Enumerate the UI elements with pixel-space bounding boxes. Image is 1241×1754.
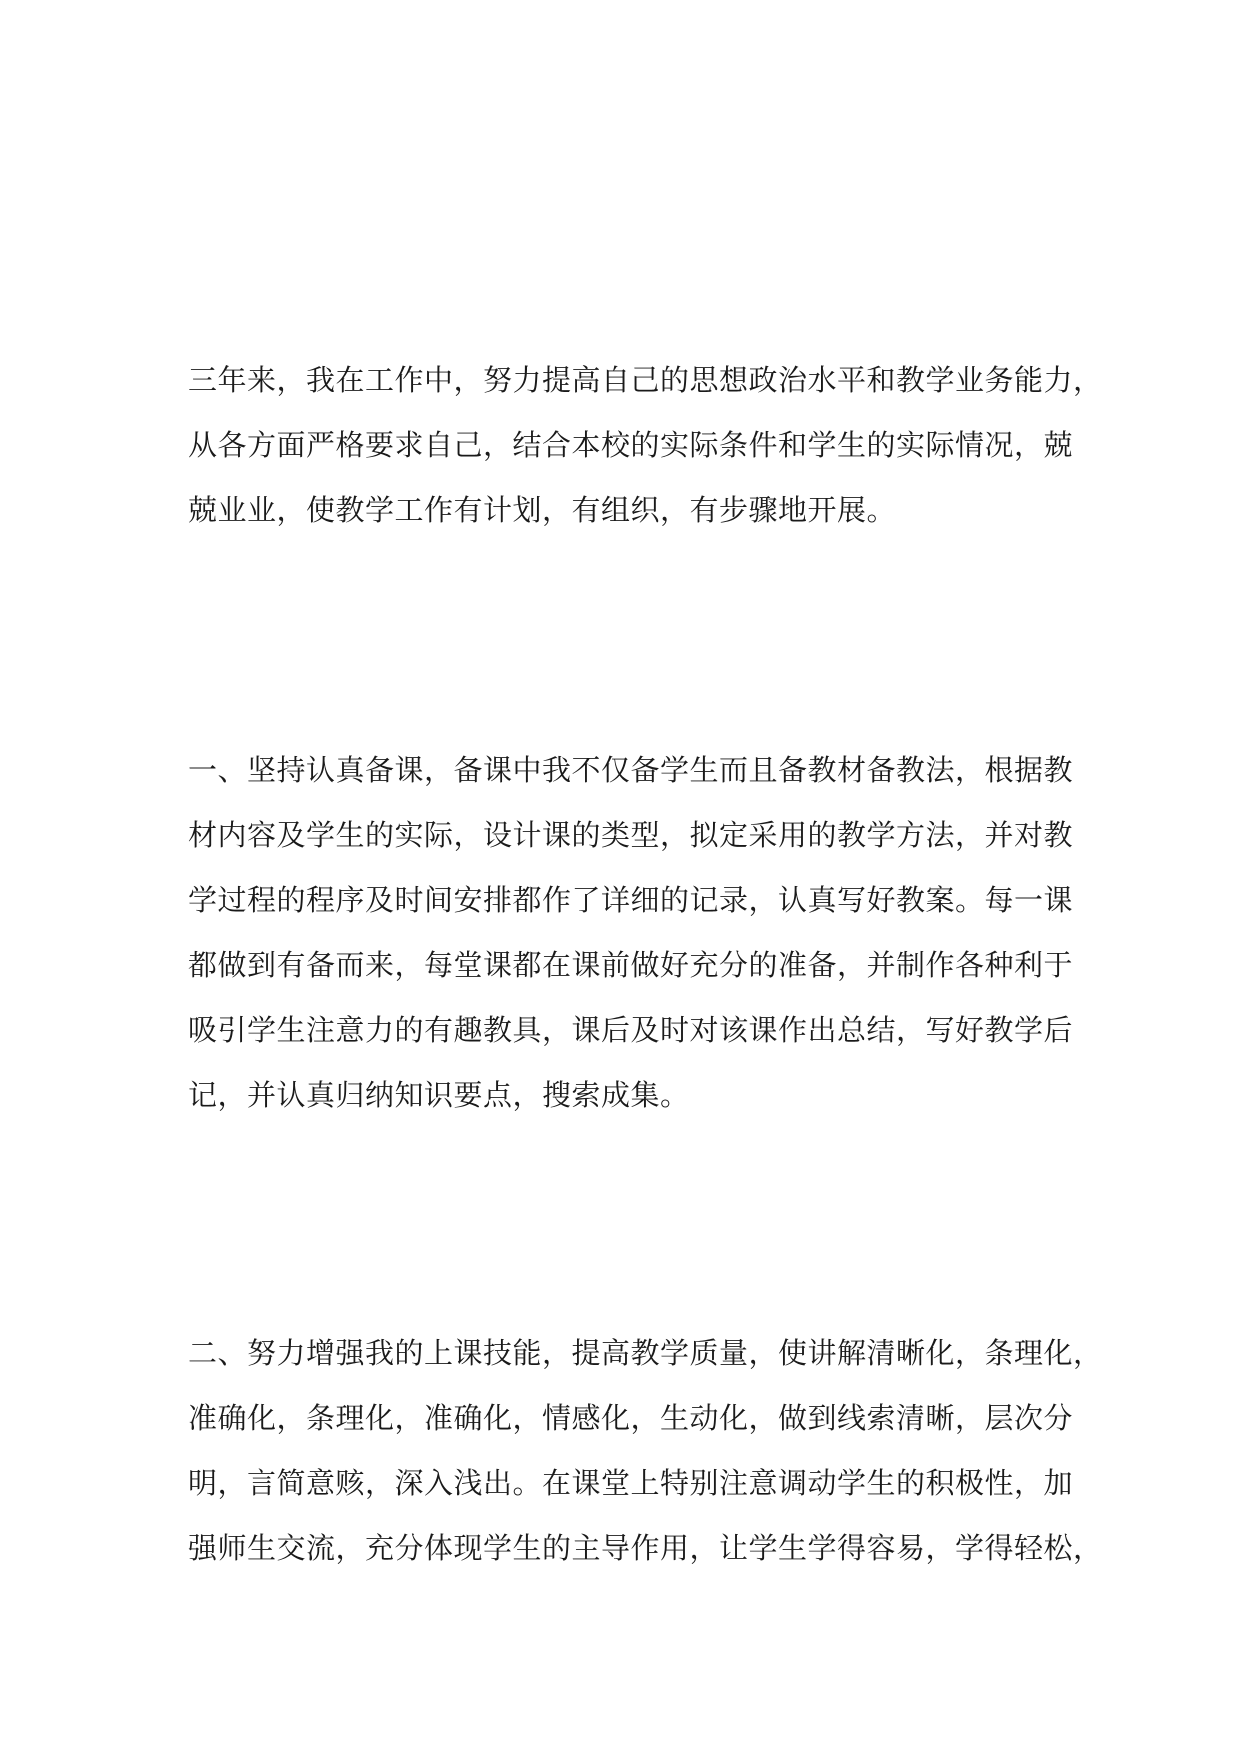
text-line: 学过程的程序及时间安排都作了详细的记录，认真写好教案。每一课 xyxy=(188,883,1074,917)
text-line: 明，言简意赅，深入浅出。在课堂上特别注意调动学生的积极性，加 xyxy=(188,1466,1074,1500)
text-line: 都做到有备而来，每堂课都在课前做好充分的准备，并制作各种利于 xyxy=(188,948,1074,982)
text-line: 准确化，条理化，准确化，情感化，生动化，做到线索清晰，层次分 xyxy=(188,1401,1074,1435)
text-line: 一、坚持认真备课，备课中我不仅备学生而且备教材备教法，根据教 xyxy=(188,753,1074,787)
text-line: 从各方面严格要求自己，结合本校的实际条件和学生的实际情况，兢 xyxy=(188,428,1074,462)
text-line: 材内容及学生的实际，设计课的类型，拟定采用的教学方法，并对教 xyxy=(188,818,1074,852)
text-line: 吸引学生注意力的有趣教具，课后及时对该课作出总结，写好教学后 xyxy=(188,1013,1074,1047)
text-line: 二、努力增强我的上课技能，提高教学质量，使讲解清晰化，条理化， xyxy=(188,1336,1103,1370)
text-line: 记，并认真归纳知识要点，搜索成集。 xyxy=(188,1078,690,1112)
text-line: 三年来，我在工作中，努力提高自己的思想政治水平和教学业务能力， xyxy=(188,363,1103,397)
text-line: 强师生交流，充分体现学生的主导作用，让学生学得容易，学得轻松， xyxy=(188,1531,1103,1565)
text-line: 兢业业，使教学工作有计划，有组织，有步骤地开展。 xyxy=(188,493,897,527)
